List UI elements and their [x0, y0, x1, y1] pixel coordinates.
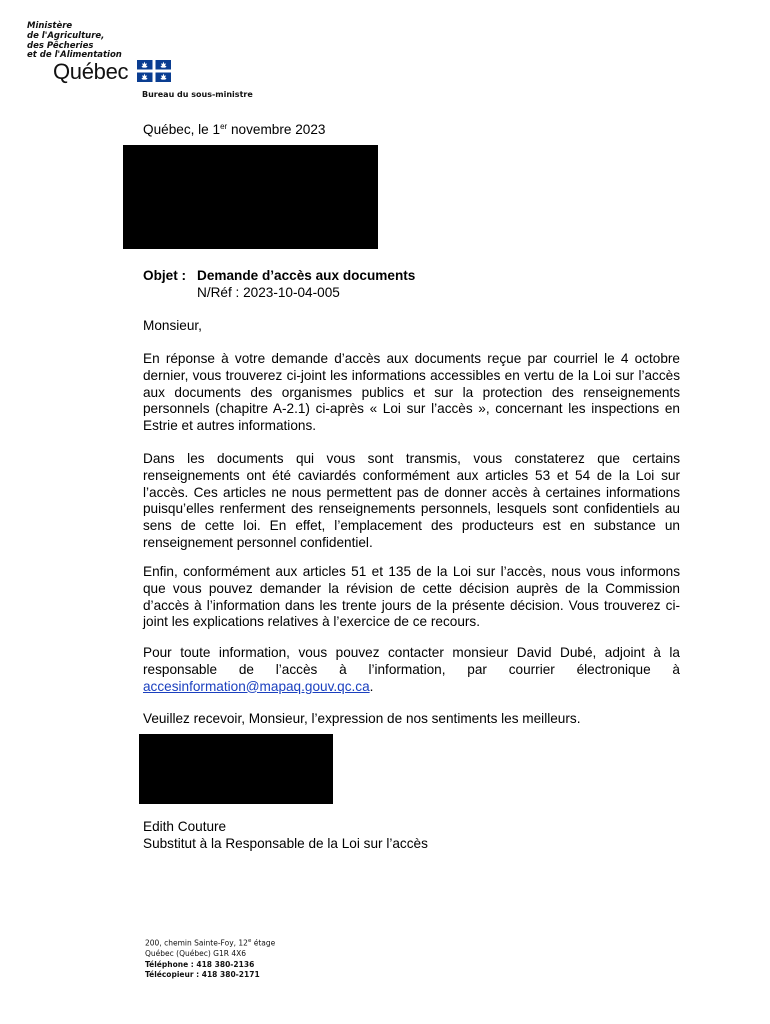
paragraph-4	[143, 645, 680, 695]
footer-fax: Télécopieur : 418 380-2171	[145, 970, 260, 980]
footer-phone: Téléphone : 418 380-2136	[145, 959, 255, 969]
footer-address-suffix: étage	[251, 938, 276, 948]
email-link[interactable]: accesinformation@mapaq.gouv.qc.ca	[143, 678, 370, 694]
date-superscript: er	[220, 122, 228, 131]
quebec-fleurdelise-flag-icon	[137, 60, 171, 82]
paragraph-4-text: Pour toute information, vous pouvez contacter monsieur David Dubé, adjoint à la responsable de l’accès à l’information, par courrier électronique à	[143, 645, 680, 677]
ministry-line: Ministère	[27, 21, 73, 31]
footer-address-line-2: Québec (Québec) G1R 4X6	[145, 949, 247, 959]
paragraph-2: Dans les documents qui vous sont transmis, vous constaterez que certains renseignements ont été caviardés conformément aux articles 53 et 54 de la Loi sur l’accès. Ces articles ne nous permettent pas de donner accès à certaines informations puisqu’elles renferment des renseignements personnels, lesquels sont confidentiels au sens de cette loi. En effet, l’emplacement des producteurs est en substance un renseignement personnel confidentiel.	[143, 451, 680, 550]
letter-date	[143, 122, 325, 139]
subject-text: Demande d’accès aux documents	[197, 268, 416, 283]
closing-formula: Veuillez recevoir, Monsieur, l’expression de nos sentiments les meilleurs.	[143, 711, 581, 726]
subject-label: Objet :	[143, 268, 187, 283]
date-prefix: Québec, le 1	[143, 122, 221, 137]
ministry-line: et de l'Alimentation	[27, 50, 122, 61]
footer-address-prefix: 200, chemin Sainte-Foy, 12	[145, 938, 248, 948]
signatory-name: Edith Couture	[143, 819, 227, 834]
footer-address	[145, 936, 275, 981]
quebec-logo-word: Québec	[53, 59, 129, 84]
paragraph-4-end: .	[369, 678, 374, 694]
paragraph-3: Enfin, conformément aux articles 51 et 135 de la Loi sur l’accès, nous vous informons que vous pouvez demander la révision de cette décision auprès de la Commission d’accès à l’information dans les trente jours de la présente décision. Vous trouverez ci-joint les explications relatives à l’exercice de ce recours.	[143, 564, 680, 630]
redacted-recipient-block	[123, 145, 378, 249]
footer-address-sup: e	[247, 938, 252, 944]
paragraph-1: En réponse à votre demande d’accès aux documents reçue par courriel le 4 octobre dernier, vous trouverez ci-joint les informations accessibles en vertu de la Loi sur l’accès aux documents des organismes publics et sur la protection des renseignements personnels (chapitre A-2.1) ci-après « Loi sur l’accès », concernant les inspections en Estrie et autres informations.	[143, 351, 680, 434]
redacted-signature	[139, 734, 333, 804]
date-suffix: novembre 2023	[227, 122, 326, 137]
bureau-label: Bureau du sous-ministre	[142, 90, 253, 99]
ministry-line: des Pêcheries	[27, 40, 94, 51]
ministry-line: de l'Agriculture,	[27, 30, 105, 41]
reference-number: N/Réf : 2023-10-04-005	[197, 285, 340, 300]
subject-line	[143, 268, 415, 285]
ministry-name	[27, 22, 122, 61]
footer-address-line-1	[145, 936, 275, 949]
salutation: Monsieur,	[143, 318, 202, 333]
signatory-title: Substitut à la Responsable de la Loi sur l’accès	[143, 836, 428, 851]
